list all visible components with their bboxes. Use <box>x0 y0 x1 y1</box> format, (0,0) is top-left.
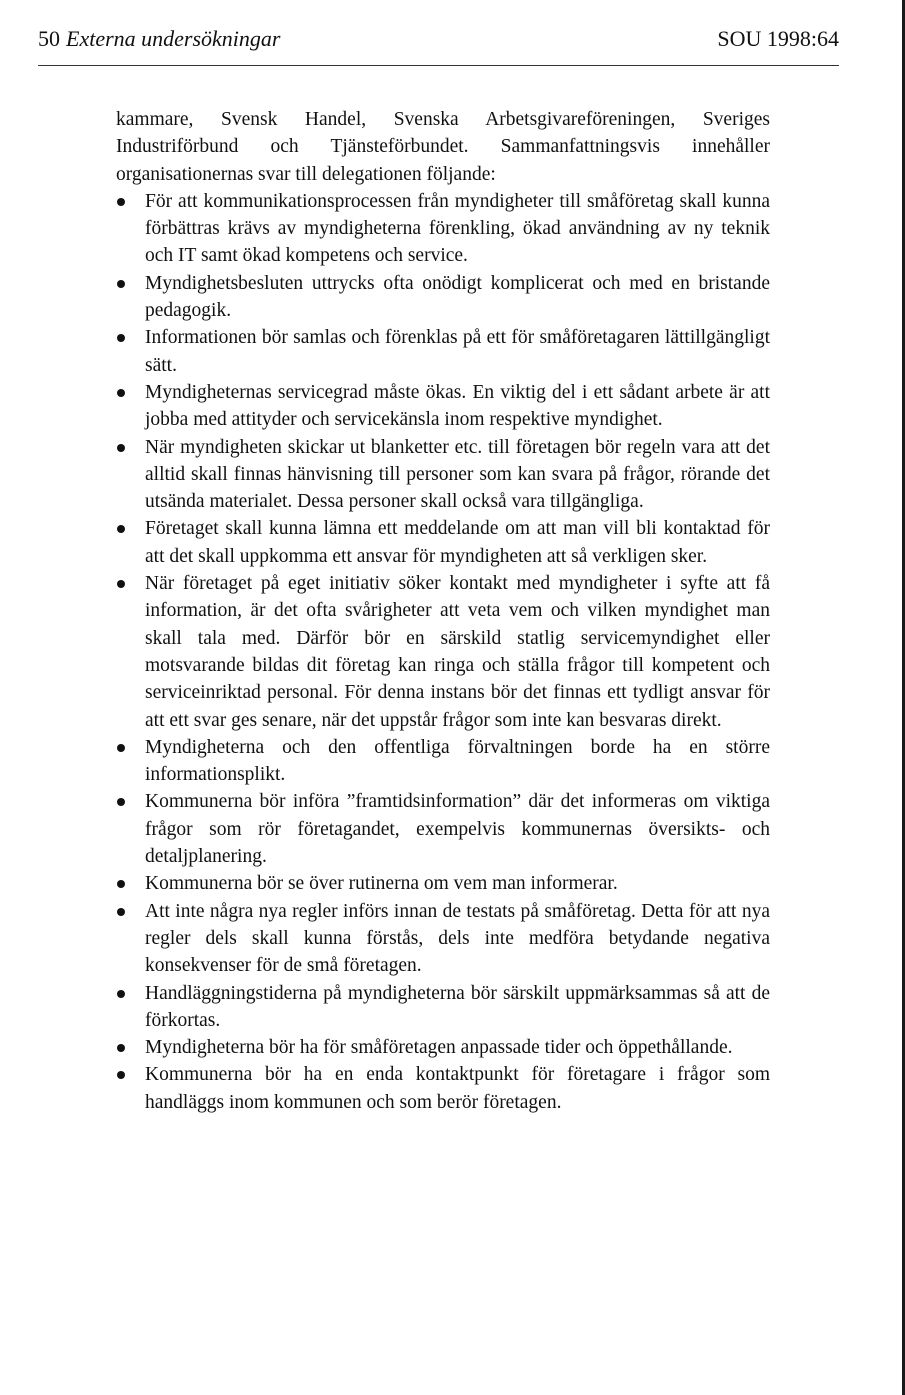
bullet-dot-icon <box>117 580 125 588</box>
bullet-dot-icon <box>117 444 125 452</box>
bullet-text: Myndigheterna bör ha för småföretagen anpassade tider och öppethållande. <box>145 1037 733 1059</box>
bullet-dot-icon <box>117 798 125 806</box>
bullet-text: Myndigheterna och den offentliga förvaltningen borde ha en större informationsplikt. <box>145 736 770 786</box>
running-header <box>38 22 839 56</box>
bullet-list <box>116 188 770 1116</box>
bullet-item <box>116 188 770 270</box>
report-id: SOU 1998:64 <box>717 26 839 51</box>
bullet-text: För att kommunikationsprocessen från myndigheter till småföretag skall kunna förbättras krävs av myndigheterna förenkling, ökad användning av ny teknik och IT samt ökad kompetens och service. <box>145 190 770 267</box>
bullet-item <box>116 898 770 980</box>
bullet-dot-icon <box>117 334 125 342</box>
bullet-item <box>116 379 770 434</box>
bullet-dot-icon <box>117 744 125 752</box>
bullet-item <box>116 515 770 570</box>
bullet-text: Kommunerna bör ha en enda kontaktpunkt för företagare i frågor som handläggs inom kommunen och som berör företagen. <box>145 1064 770 1113</box>
bullet-item <box>116 324 770 379</box>
intro-paragraph: kammare, Svensk Handel, Svenska Arbetsgivareföreningen, Sveriges Industriförbund och Tjänsteförbundet. Sammanfattningsvis innehåller organisationernas svar till delegationen följande: <box>116 109 770 185</box>
bullet-text: Myndigheternas servicegrad måste ökas. En viktig del i ett sådant arbete är att jobba med attityder och servicekänsla inom respektive myndighet. <box>145 381 770 431</box>
bullet-dot-icon <box>117 525 125 533</box>
bullet-item <box>116 870 770 897</box>
bullet-text: Att inte några nya regler införs innan de testats på småföretag. Detta för att nya regler dels skall kunna förstås, dels inte medföra betydande negativa konsekvenser för de små företagen. <box>145 900 770 977</box>
bullet-text: Informationen bör samlas och förenklas på ett för småföretagaren lättillgängligt sätt. <box>145 327 770 376</box>
bullet-dot-icon <box>117 880 125 888</box>
page-body <box>116 106 770 1116</box>
bullet-text: Handläggningstiderna på myndigheterna bör särskilt uppmärksammas så att de förkortas. <box>145 982 770 1031</box>
bullet-item <box>116 1061 770 1116</box>
header-rule <box>38 65 839 66</box>
bullet-text: Företaget skall kunna lämna ett meddelande om att man vill bli kontaktad för att det skall uppkomma ett ansvar för myndigheten att så verkligen sker. <box>145 518 770 567</box>
header-left <box>38 22 280 56</box>
bullet-item <box>116 734 770 789</box>
page-number: 50 <box>38 26 60 51</box>
bullet-item <box>116 788 770 870</box>
bullet-text: När företaget på eget initiativ söker kontakt med myndigheter i syfte att få information, är det ofta svårigheter att veta vem och vilken myndighet man skall tala med. Därför bör en särskild statlig servicemyndighet eller motsvarande bildas dit företag kan ringa och ställa frågor till kompetent och serviceinriktad personal. För denna instans bör det finnas ett tydligt ansvar för att ett svar ges senare, när det uppstår frågor som inte kan besvaras direkt. <box>145 573 770 731</box>
bullet-item <box>116 270 770 325</box>
bullet-text: När myndigheten skickar ut blanketter etc. till företagen bör regeln vara att det alltid skall finnas hänvisning till personer som kan svara på frågor, rörande det utsända materialet. Dessa personer skall också vara tillgängliga. <box>145 436 770 513</box>
bullet-item <box>116 1034 770 1061</box>
bullet-text: Kommunerna bör införa ”framtidsinformation” där det informeras om viktiga frågor som rör företagandet, exempelvis kommunernas översikts- och detaljplanering. <box>145 791 770 868</box>
bullet-item <box>116 570 770 734</box>
bullet-text: Kommunerna bör se över rutinerna om vem man informerar. <box>145 873 618 895</box>
bullet-dot-icon <box>117 1071 125 1079</box>
section-title: Externa undersökningar <box>66 26 281 51</box>
bullet-item <box>116 434 770 516</box>
bullet-dot-icon <box>117 198 125 206</box>
bullet-text: Myndighetsbesluten uttrycks ofta onödigt komplicerat och med en bristande pedagogik. <box>145 272 770 322</box>
bullet-dot-icon <box>117 280 125 288</box>
bullet-item <box>116 980 770 1035</box>
bullet-dot-icon <box>117 908 125 916</box>
bullet-dot-icon <box>117 389 125 397</box>
bullet-dot-icon <box>117 990 125 998</box>
bullet-dot-icon <box>117 1044 125 1052</box>
